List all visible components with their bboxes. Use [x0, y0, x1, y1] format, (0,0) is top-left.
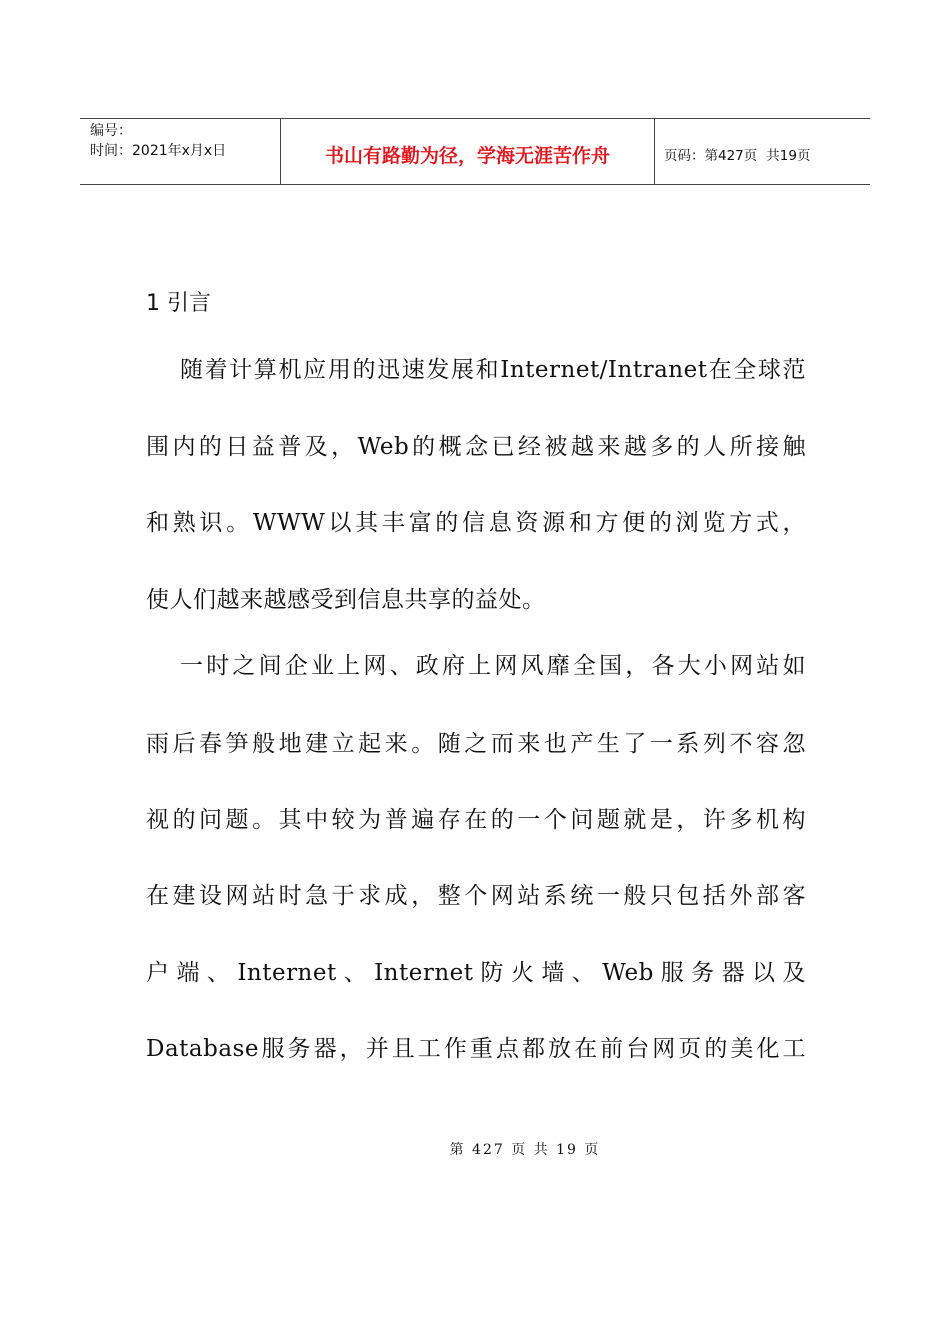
header-motto: 书山有路勤为径，学海无涯苦作舟	[324, 145, 610, 167]
section-heading: 1 引言	[146, 291, 211, 316]
document-header	[80, 118, 870, 185]
body-line: 一时之间企业上网、政府上网风靡全国，各大小网站如	[180, 653, 806, 679]
header-meta-cell	[80, 119, 281, 184]
body-line: 围内的日益普及，Web的概念已经被越来越多的人所接触	[146, 434, 806, 460]
header-motto-cell	[281, 119, 655, 184]
body-line: 在建设网站时急于求成，整个网站系统一般只包括外部客	[146, 883, 806, 909]
body-line: 户端、Internet、Internet防火墙、Web服务器以及	[146, 960, 806, 986]
body-line: 随着计算机应用的迅速发展和Internet/Intranet在全球范	[180, 357, 806, 383]
body-line: 和熟识。WWW以其丰富的信息资源和方便的浏览方式，	[146, 510, 806, 536]
document-time-label: 时间：2021年x月x日	[90, 143, 227, 159]
header-page-cell	[655, 119, 870, 184]
header-total-label: 共19页	[766, 147, 811, 164]
body-line: 雨后春笋般地建立起来。随之而来也产生了一系列不容忽	[146, 731, 806, 757]
body-line: Database服务器，并且工作重点都放在前台网页的美化工	[146, 1036, 806, 1062]
document-number-label: 编号：	[90, 123, 132, 139]
header-page-label: 页码：第427页	[664, 147, 758, 164]
body-line: 使人们越来越感受到信息共享的益处。	[146, 587, 546, 613]
page-footer: 第 427 页 共 19 页	[449, 1142, 601, 1158]
body-line: 视的问题。其中较为普遍存在的一个问题就是，许多机构	[146, 807, 806, 833]
